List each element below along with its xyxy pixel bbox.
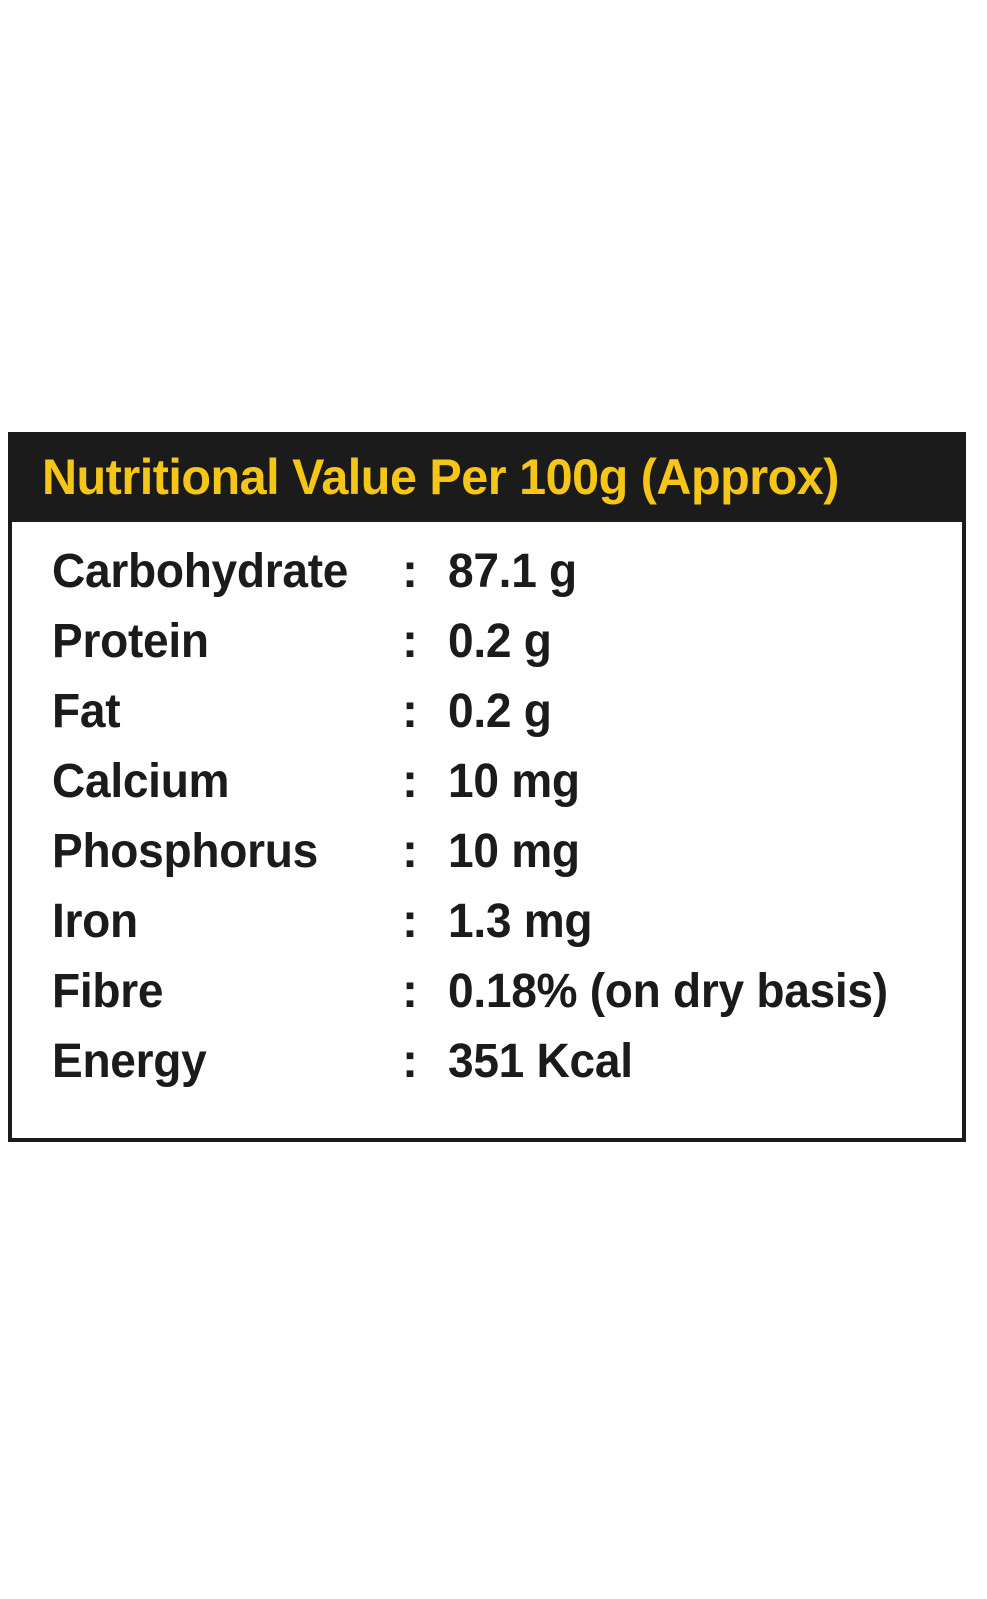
nutrient-separator: : xyxy=(402,615,418,668)
nutrient-name: Fibre xyxy=(52,965,164,1018)
nutrition-label-header xyxy=(12,436,962,522)
table-row xyxy=(52,824,962,894)
nutrient-value: 0.2 g xyxy=(448,615,552,668)
nutrient-value: 1.3 mg xyxy=(448,895,593,948)
nutrient-name: Calcium xyxy=(52,755,230,808)
nutrient-value: 0.2 g xyxy=(448,685,552,738)
table-row xyxy=(52,544,962,614)
nutrition-label-card xyxy=(8,432,966,1142)
table-row xyxy=(52,1034,962,1104)
page-title: Nutritional Value Per 100g (Approx) xyxy=(42,449,839,505)
nutrient-name: Phosphorus xyxy=(52,825,318,878)
table-row xyxy=(52,964,962,1034)
nutrient-value: 87.1 g xyxy=(448,545,577,598)
nutrient-separator: : xyxy=(402,1035,418,1088)
nutrient-separator: : xyxy=(402,825,418,878)
nutrient-separator: : xyxy=(402,685,418,738)
nutrient-separator: : xyxy=(402,545,418,598)
table-row xyxy=(52,894,962,964)
nutrient-name: Fat xyxy=(52,685,121,738)
table-row xyxy=(52,614,962,684)
table-row xyxy=(52,684,962,754)
nutrient-name: Protein xyxy=(52,615,209,668)
nutrition-facts-table xyxy=(12,522,962,1138)
nutrient-name: Carbohydrate xyxy=(52,545,349,598)
nutrient-name: Energy xyxy=(52,1035,207,1088)
table-row xyxy=(52,754,962,824)
nutrient-separator: : xyxy=(402,965,418,1018)
nutrient-separator: : xyxy=(402,755,418,808)
nutrient-value: 0.18% (on dry basis) xyxy=(448,965,888,1018)
nutrient-value: 10 mg xyxy=(448,825,580,878)
nutrient-separator: : xyxy=(402,895,418,948)
nutrient-value: 351 Kcal xyxy=(448,1035,633,1088)
nutrient-name: Iron xyxy=(52,895,138,948)
nutrient-value: 10 mg xyxy=(448,755,580,808)
